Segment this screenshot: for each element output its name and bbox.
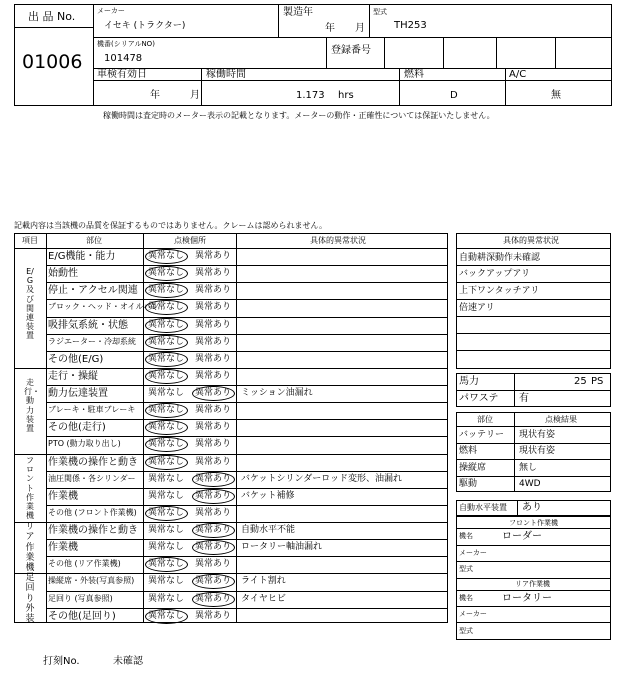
right-detail-line-4: 倍速アリ <box>459 303 495 313</box>
ac-label: A/C <box>509 69 527 80</box>
right-detail-line-2: バックアップアリ <box>459 269 531 279</box>
front-implement-title: フロント作業機 <box>509 519 558 527</box>
row-detail: ミッション油漏れ <box>241 388 313 398</box>
row-detail: バケット補修 <box>241 491 295 501</box>
row-detail: ロータリー軸油漏れ <box>241 542 323 552</box>
status-abnormal: 異常あり <box>195 439 232 449</box>
row-detail: バケットシリンダーロッド変形、油漏れ <box>241 474 403 484</box>
serial-label: 機番(シリアルNO) <box>97 40 155 48</box>
check-result-header: 点検結果 <box>545 415 577 424</box>
year-unit: 年 <box>325 23 335 34</box>
maker-label: メーカー <box>97 7 125 15</box>
normal-circle-mark <box>145 403 188 418</box>
horsepower-label: 馬力 <box>459 376 479 387</box>
normal-circle-mark <box>145 318 188 333</box>
status-normal: 異常なし <box>148 474 185 484</box>
col-item-header: 項目 <box>22 236 38 245</box>
status-abnormal: 異常あり <box>195 337 232 347</box>
group-label: フロント作業機 <box>26 456 34 521</box>
status-abnormal: 異常あり <box>195 320 232 330</box>
status-normal: 異常なし <box>148 405 185 415</box>
row-part: 停止・アクセル関連 <box>48 285 138 296</box>
abnormal-circle-mark <box>192 489 235 504</box>
row-part: 作業機 <box>48 491 78 502</box>
status-abnormal: 異常あり <box>195 285 232 295</box>
status-normal: 異常なし <box>148 337 185 347</box>
lot-number-label: 出 品 No. <box>28 10 76 23</box>
status-abnormal: 異常あり <box>195 576 232 586</box>
fuel-label: 燃料 <box>404 69 424 80</box>
normal-circle-mark <box>145 437 188 452</box>
status-normal: 異常なし <box>148 268 185 278</box>
status-abnormal: 異常あり <box>195 525 232 535</box>
abnormal-circle-mark <box>192 472 235 487</box>
auto-level-label: 自動水平装置 <box>459 503 507 512</box>
status-abnormal: 異常あり <box>195 491 232 501</box>
row-part: ラジエーター・冷却系統 <box>48 337 136 346</box>
row-part: ブレーキ・駐車ブレーキ <box>48 405 136 414</box>
row-part: その他(足回り) <box>48 611 116 622</box>
status-abnormal: 異常あり <box>195 611 232 621</box>
status-normal: 異常なし <box>148 302 185 312</box>
row-part: その他 (フロント作業機) <box>48 508 137 517</box>
row-part: 油圧関係・各シリンダー <box>48 474 136 483</box>
row-detail: 自動水平不能 <box>241 525 296 535</box>
row-part: 作業機の操作と動き <box>48 525 138 536</box>
status-normal: 異常なし <box>148 594 185 604</box>
group-label: 足回り外装 <box>25 573 35 625</box>
status-abnormal: 異常あり <box>195 422 232 432</box>
row-detail: ライト割れ <box>241 576 286 586</box>
powersteer-label: パワステ <box>459 393 499 404</box>
group-label: リア作業機 <box>25 522 35 574</box>
status-abnormal: 異常あり <box>195 405 232 415</box>
rear-implement-title: リア作業機 <box>515 580 550 588</box>
rear-name-value: ロータリー <box>502 593 552 604</box>
check-part-cabin: 操縦席 <box>459 463 487 473</box>
status-normal: 異常なし <box>148 576 185 586</box>
inspection-label: 車検有効日 <box>97 69 147 80</box>
check-result-drive: 4WD <box>519 479 541 489</box>
status-abnormal: 異常あり <box>195 559 232 569</box>
front-maker-label: メーカー <box>459 549 487 557</box>
abnormal-circle-mark <box>192 540 235 555</box>
normal-circle-mark <box>145 300 188 315</box>
normal-circle-mark <box>145 283 188 298</box>
status-abnormal: 異常あり <box>195 542 232 552</box>
status-normal: 異常なし <box>148 422 185 432</box>
row-part: PTO (動力取り出し) <box>48 439 121 448</box>
row-part: 走行・操縦 <box>48 371 98 382</box>
auto-level-value: あり <box>522 502 542 513</box>
status-normal: 異常なし <box>148 508 185 518</box>
abnormal-circle-mark <box>192 574 235 589</box>
check-part-fuel: 燃料 <box>459 446 478 456</box>
status-abnormal: 異常あり <box>195 354 232 364</box>
horsepower-value: 25 <box>574 376 587 387</box>
col-detail-header: 具体的異常状況 <box>310 236 366 245</box>
disclaimer: 記載内容は当該機の品質を保証するものではありません。クレームは認められません。 <box>14 221 327 230</box>
check-result-fuel: 現状有姿 <box>519 446 556 456</box>
status-normal: 異常なし <box>148 439 185 449</box>
status-normal: 異常なし <box>148 354 185 364</box>
normal-circle-mark <box>145 249 188 264</box>
status-normal: 異常なし <box>148 251 185 261</box>
status-abnormal: 異常あり <box>195 268 232 278</box>
status-normal: 異常なし <box>148 388 185 398</box>
year-label: 製造年 <box>283 7 313 18</box>
normal-circle-mark <box>145 352 188 367</box>
front-name-value: ローダー <box>502 531 542 542</box>
hours-value: 1.173 <box>296 90 325 101</box>
status-normal: 異常なし <box>148 525 185 535</box>
row-part: 動力伝達装置 <box>48 388 108 399</box>
rear-model-label: 型式 <box>459 627 473 635</box>
status-normal: 異常なし <box>148 457 185 467</box>
check-part-header: 部位 <box>477 415 493 424</box>
serial-value: 101478 <box>104 53 143 64</box>
status-abnormal: 異常あり <box>195 388 232 398</box>
row-part: 作業機の操作と動き <box>48 457 138 468</box>
check-part-drive: 駆動 <box>459 479 478 489</box>
row-part: 足回り (写真参照) <box>48 594 113 603</box>
row-part: ブロック・ヘッド・オイルパン <box>48 302 159 311</box>
lot-number-value: 01006 <box>22 51 83 73</box>
normal-circle-mark <box>145 335 188 350</box>
abnormal-circle-mark <box>192 386 235 401</box>
row-part: その他(E/G) <box>48 354 104 365</box>
status-normal: 異常なし <box>148 542 185 552</box>
row-part: 吸排気系統・状態 <box>48 320 128 331</box>
abnormal-circle-mark <box>192 523 235 538</box>
status-normal: 異常なし <box>148 320 185 330</box>
row-part: その他(走行) <box>48 422 106 433</box>
check-result-cabin: 無し <box>519 463 538 473</box>
inspection-year: 年 <box>150 90 160 101</box>
status-abnormal: 異常あり <box>195 251 232 261</box>
status-abnormal: 異常あり <box>195 371 232 381</box>
rear-maker-label: メーカー <box>459 610 487 618</box>
status-normal: 異常なし <box>148 611 185 621</box>
rear-name-label: 機名 <box>459 594 473 602</box>
hours-note: 稼働時間は査定時のメーター表示の記載となります。メーターの動作・正確性については保証いたしません。 <box>103 111 495 120</box>
stamp-number-label: 打刻No. <box>43 656 80 667</box>
row-part: 操縦席・外装(写真参照) <box>48 576 135 585</box>
row-part: 始動性 <box>48 268 78 279</box>
hours-label: 稼働時間 <box>206 69 246 80</box>
row-part: E/G機能・能力 <box>48 251 116 262</box>
month-unit: 月 <box>355 23 365 34</box>
normal-circle-mark <box>145 609 188 624</box>
fuel-value: D <box>450 90 458 101</box>
status-normal: 異常なし <box>148 371 185 381</box>
status-normal: 異常なし <box>148 491 185 501</box>
normal-circle-mark <box>145 455 188 470</box>
col-check-header: 点検個所 <box>174 236 206 245</box>
check-result-battery: 現状有姿 <box>519 430 556 440</box>
front-model-label: 型式 <box>459 565 473 573</box>
inspection-month: 月 <box>190 90 200 101</box>
right-detail-line-3: 上下ワンタッチアリ <box>459 286 540 296</box>
registration-label: 登録番号 <box>331 45 371 56</box>
group-label: 走行・動力装置 <box>24 378 40 434</box>
status-abnormal: 異常あり <box>195 508 232 518</box>
status-abnormal: 異常あり <box>195 457 232 467</box>
status-abnormal: 異常あり <box>195 594 232 604</box>
group-label: E/G及び関連装置 <box>26 267 34 341</box>
ac-value: 無 <box>551 90 561 101</box>
model-label: 型式 <box>373 8 387 16</box>
model-value: TH253 <box>394 20 427 31</box>
col-part-header: 部位 <box>86 236 102 245</box>
maker-value: イセキ (トラクター) <box>104 21 186 31</box>
status-abnormal: 異常あり <box>195 302 232 312</box>
right-detail-line-1: 自動耕深動作未確認 <box>459 253 541 263</box>
normal-circle-mark <box>145 557 188 572</box>
status-normal: 異常なし <box>148 285 185 295</box>
normal-circle-mark <box>145 266 188 281</box>
normal-circle-mark <box>145 369 188 384</box>
row-detail: タイヤヒビ <box>241 594 286 604</box>
status-normal: 異常なし <box>148 559 185 569</box>
horsepower-unit: PS <box>591 376 604 387</box>
status-abnormal: 異常あり <box>195 474 232 484</box>
powersteer-value: 有 <box>519 393 529 404</box>
stamp-number-value: 未確認 <box>113 656 143 667</box>
check-part-battery: バッテリー <box>459 430 505 440</box>
normal-circle-mark <box>145 420 188 435</box>
right-detail-header: 具体的異常状況 <box>503 236 559 245</box>
normal-circle-mark <box>145 506 188 521</box>
row-part: その他 (リア作業機) <box>48 559 121 568</box>
row-part: 作業機 <box>48 542 78 553</box>
abnormal-circle-mark <box>192 592 235 607</box>
front-name-label: 機名 <box>459 532 473 540</box>
hours-unit: hrs <box>338 90 354 101</box>
